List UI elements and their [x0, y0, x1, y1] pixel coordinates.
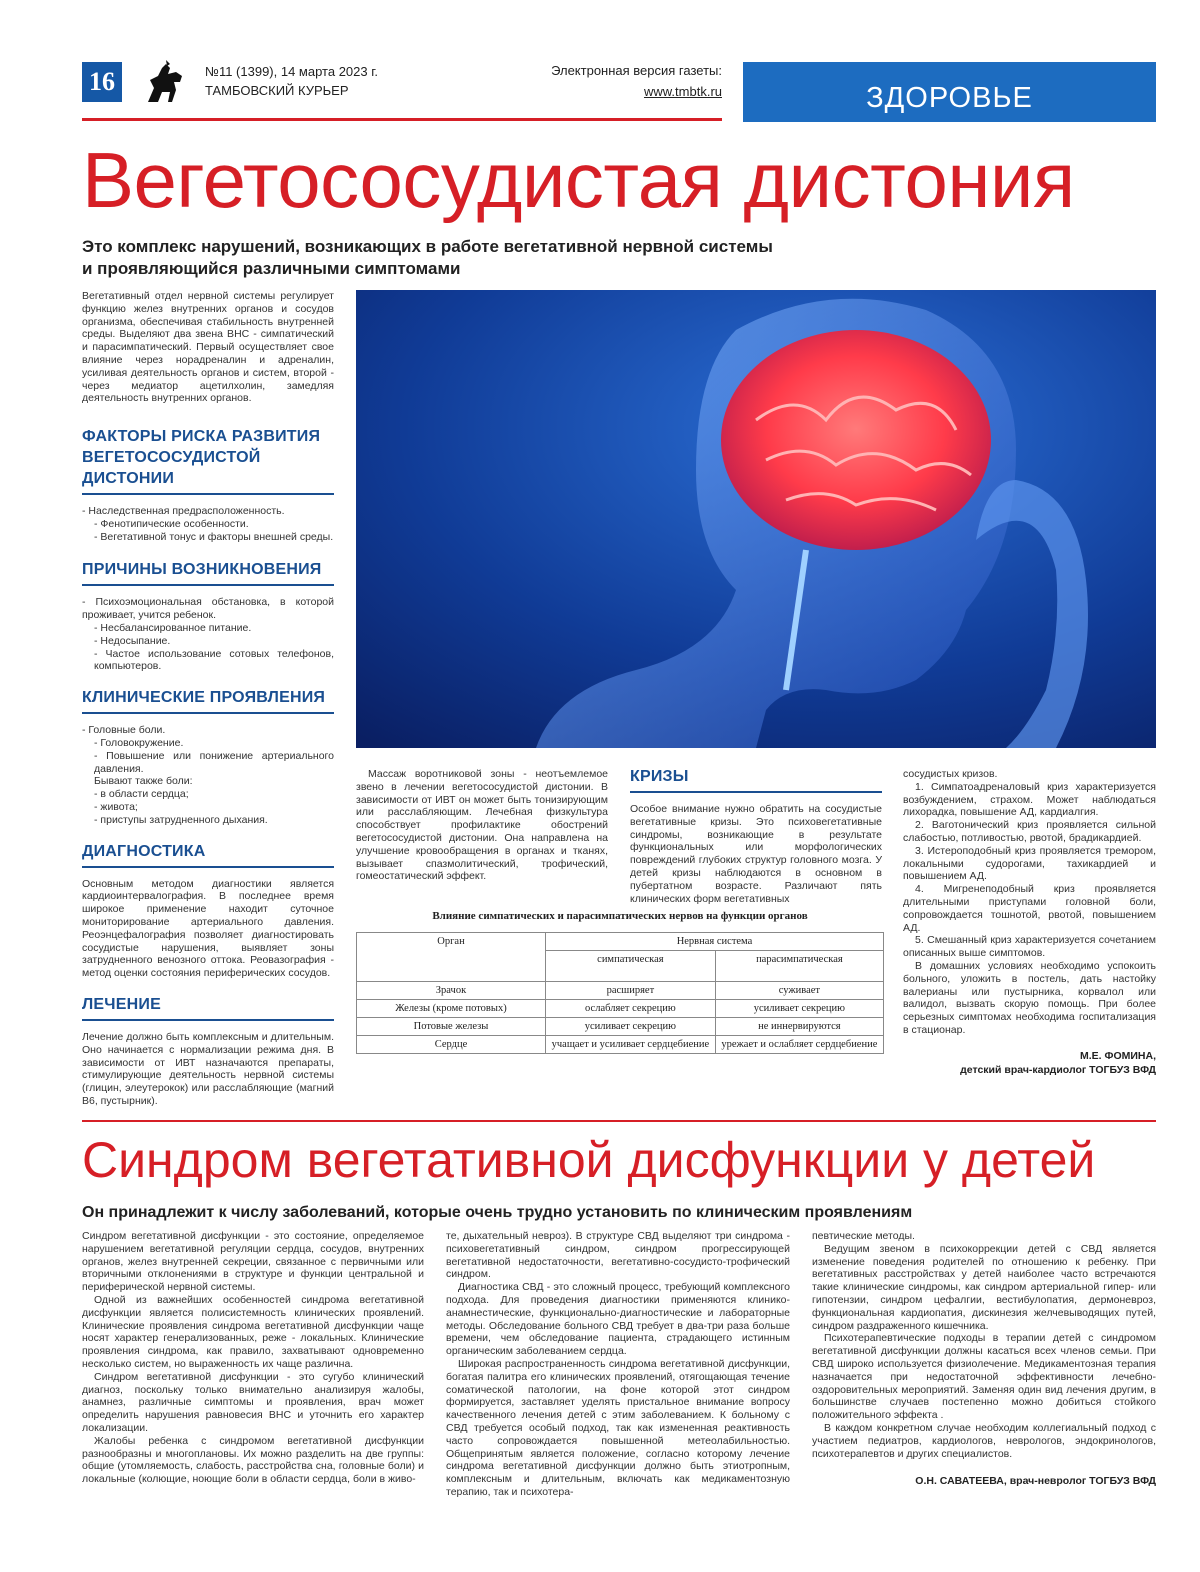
- article1-title: Вегетососудистая дистония: [82, 136, 1075, 224]
- list-item: - Фенотипические особенности.: [94, 517, 249, 530]
- table-cell: усиливает секрецию: [546, 1018, 716, 1036]
- list-item: - приступы затрудненного дыхания.: [94, 813, 268, 826]
- table-cell: Потовые железы: [357, 1018, 546, 1036]
- paragraph: Синдром вегетативной дисфункции - это сугубо клинический диагноз, поскольку только внимательно анализируя жалобы, анамнез, различные симптомы и проявления, врач может определить нарушения равновесия ВНС и уточнить его характер локализации.: [82, 1370, 424, 1434]
- risk-heading-rule: [82, 493, 334, 495]
- treatment-heading: ЛЕЧЕНИЕ: [82, 995, 161, 1013]
- table-cell: Железы (кроме потовых): [357, 1000, 546, 1018]
- list-item: Бывают также боли:: [94, 775, 193, 788]
- paper-name: ТАМБОВСКИЙ КУРЬЕР: [205, 83, 349, 98]
- table-cell: не иннервируются: [715, 1018, 883, 1036]
- article1-lead: [82, 236, 842, 280]
- crisis-paragraph: В домашних условиях необходимо успокоить больного, уложить в постель, дать настойку валерианы или пустырника, корвалол или валидол, вызвать скорую помощь. При более серьезных симптомах необходима госпитализация в стационар.: [903, 959, 1156, 1036]
- paragraph: Ведущим звеном в психокоррекции детей с СВД является изменение поведения родителей по отношению к ребенку. При вегетативных расстройствах у детей наиболее часто встречаются такие клинические синдромы, как синдром артериальной гипер- или гипотензии, синдром цефалгии, вестибулопатия, дермоневроз, функциональная кардиопатия, дискинезия желчевыводящих путей, синдром раздраженного кишечника.: [812, 1242, 1156, 1332]
- article2-author: О.Н. САВАТЕЕВА, врач-невролог ТОГБУЗ ВФД: [915, 1475, 1156, 1488]
- article1-column2: [356, 768, 608, 883]
- paragraph: Синдром вегетативной дисфункции - это состояние, определяемое нарушением вегетативной регуляции сердца, сосудов, внутренних органов, желез внутренней секреции, связанное с первичными или вторичными отклонениями в структуре и функции центральной и периферической нервной системы.: [82, 1230, 424, 1294]
- list-item: - Наследственная предрасположенность.: [82, 505, 285, 517]
- paragraph: Диагностика СВД - это сложный процесс, требующий комплексного подхода. Для проведения диагностики применяются клинико-анамнестические, функционально-диагностические и лабораторные методы. Обследование больного СВД требует в два-три раза больше времени, чем обследование пациента, страдающего истинным органическим заболеванием сердца.: [446, 1281, 790, 1358]
- table-cell: ослабляет секрецию: [546, 1000, 716, 1018]
- header-rule: [82, 118, 722, 121]
- treatment-text: Лечение должно быть комплексным и длительным. Оно начинается с нормализации режима дня. В зависимости от ИВТ назначаются препараты, стимулирующие деятельность нервной системы (глицин, элеутерокок) или расслабляющие (магний В6, пустырник).: [82, 1030, 334, 1107]
- diagnostics-heading: ДИАГНОСТИКА: [82, 842, 206, 860]
- crisis-paragraph: сосудистых кризов.: [903, 768, 998, 780]
- article1-column4: [903, 768, 1156, 1077]
- risk-heading-line1: ФАКТОРЫ РИСКА РАЗВИТИЯ: [82, 428, 321, 445]
- table-header-row: [357, 933, 884, 951]
- article2-column1: [82, 1230, 424, 1486]
- electronic-version: [500, 60, 722, 102]
- issue-number: №11 (1399), 14 марта 2023 г.: [205, 64, 378, 79]
- table-title: Влияние симпатических и парасимпатических нервов на функции органов: [432, 910, 808, 922]
- page-number: 16: [82, 62, 122, 102]
- crisis-paragraph: 4. Мигренеподобный криз проявляется длительными приступами головной боли, сопровождается тошнотой, рвотой, повышением АД.: [903, 883, 1156, 934]
- article2-column3: [812, 1230, 1156, 1488]
- list-item: - Частое использование сотовых телефонов, компьютеров.: [94, 647, 334, 673]
- paragraph: певтические методы.: [812, 1230, 915, 1242]
- causes-heading-rule: [82, 584, 334, 586]
- table-header-para: парасимпатическая: [715, 951, 883, 982]
- article2-lead: Он принадлежит к числу заболеваний, которые очень трудно установить по клиническим проявлениям: [82, 1204, 913, 1221]
- lead-line-2: и проявляющийся различными симптомами: [82, 259, 461, 278]
- list-item: - Головокружение.: [94, 736, 184, 749]
- table-row: [357, 1000, 884, 1018]
- crisis-paragraph: 3. Истероподобный криз проявляется тремором, локальными судорогами, тахикардией и повышением АД.: [903, 844, 1156, 883]
- diagnostics-heading-rule: [82, 866, 334, 868]
- table-cell: Зрачок: [357, 982, 546, 1000]
- table-row: [357, 1036, 884, 1054]
- rubric-label: ЗДОРОВЬЕ: [866, 82, 1033, 114]
- table-cell: урежает и ослабляет сердцебиение: [715, 1036, 883, 1054]
- crisis-heading-rule: [630, 791, 882, 793]
- author-signature: [903, 1049, 1156, 1077]
- table-cell: усиливает секрецию: [715, 1000, 883, 1018]
- issue-info: [205, 62, 378, 100]
- paragraph: Психотерапевтические подходы в терапии детей с синдромом вегетативной дисфункции должны касаться всех членов семьи. При СВД широко используется физиолечение. Медикаментозная терапия назначается при недостаточной эффективности лечебно-оздоровительных мероприятий. Заменяя один вид лечения другим, в большинстве случаев постепенно можно добиться стойкого положительного эффекта .: [812, 1332, 1156, 1422]
- treatment-heading-rule: [82, 1019, 334, 1021]
- table-row: [357, 1018, 884, 1036]
- crisis-paragraph: 1. Симпатоадреналовый криз характеризуется возбуждением, страхом. Может наблюдаться лихорадка, повышение АД, кардиалгия.: [903, 780, 1156, 819]
- crisis-paragraph: 2. Ваготонический криз проявляется сильной слабостью, потливостью, рвотой, брадикардией.: [903, 819, 1156, 844]
- table-cell: суживает: [715, 982, 883, 1000]
- list-item: - в области сердца;: [94, 788, 189, 801]
- risk-heading-line2: ВЕГЕТОСОСУДИСТОЙ ДИСТОНИИ: [82, 449, 261, 487]
- crisis-heading: КРИЗЫ: [630, 768, 689, 785]
- list-item: - Повышение или понижение артериального давления.: [94, 749, 334, 775]
- article1-left-column: [82, 290, 334, 1108]
- list-item: - Вегетативной тонус и факторы внешней среды.: [94, 530, 334, 543]
- risk-heading: [82, 426, 334, 489]
- clinical-heading: КЛИНИЧЕСКИЕ ПРОЯВЛЕНИЯ: [82, 689, 326, 707]
- brain-illustration: [356, 290, 1156, 748]
- brain-illustration-image: [356, 290, 1156, 748]
- author-role: детский врач-кардиолог ТОГБУЗ ВФД: [960, 1063, 1156, 1076]
- massage-text: Массаж воротниковой зоны - неотъемлемое звено в лечении вегетососудистой дистонии. В зависимости от ИВТ он может быть тонизирующим или расслабляющим. Лечебная физкультура способствует профилактике обострений вегетососудистой дистонии. Она направлена на улучшение кровообращения в органах и тканях, вызывает спазмолитический, трофический, гомеостатический эффект.: [356, 768, 608, 883]
- paragraph: Жалобы ребенка с синдромом вегетативной дисфункции разнообразны и многоплановы. Их можно разделить на две группы: общие (утомляемость, слабость, расстройства сна, головные боли) и локальные (колющие, ноющие боли в области сердца, боли в живо-: [82, 1434, 424, 1486]
- rubric-banner: [743, 62, 1156, 122]
- list-item: - живота;: [94, 800, 138, 813]
- paragraph: В каждом конкретном случае необходим коллегиальный подход с участием педиатров, кардиологов, неврологов, эндокринологов, психотерапевтов и других специалистов.: [812, 1421, 1156, 1460]
- organ-influence-table: [356, 910, 884, 1054]
- clinical-heading-rule: [82, 712, 334, 714]
- causes-heading: ПРИЧИНЫ ВОЗНИКНОВЕНИЯ: [82, 561, 322, 579]
- article2-title: Синдром вегетативной дисфункции у детей: [82, 1132, 1096, 1188]
- paragraph: те, дыхательный невроз). В структуре СВД выделяют три синдрома - психовегетативный синдром, синдром прогрессирующей вегетативной недостаточности, вегетативно-сосудисто-трофический синдром.: [446, 1230, 790, 1281]
- electronic-label: Электронная версия газеты:: [551, 63, 722, 78]
- table-cell: расширяет: [546, 982, 716, 1000]
- crisis-text: Особое внимание нужно обратить на сосудистые вегетативные кризы. Это психовегетативные синдромы, возникающие в результате функциональных или морфологических повреждений глубоких структур головного мозга. У детей кризы наблюдаются в основном в пубертатном возрасте. Различают пять клинических форм вегетативных: [630, 803, 882, 905]
- horse-rider-logo-icon: [140, 58, 190, 108]
- table-header-system: Нервная система: [546, 933, 884, 951]
- list-item: - Головные боли.: [82, 724, 166, 737]
- risk-list: [82, 505, 334, 543]
- paragraph: Широкая распространенность синдрома вегетативной дисфункции, богатая палитра его клинических проявлений, отягощающая течение соматической патологии, на фоне которой этот синдром формируется, заставляет уделять пристальное внимание вопросу качественного лечения детей с этим заболеванием. К больному с СВД требуется особый подход, так как измененная реактивность часто сопровождается повышенной метеолабильностью. Общепринятым является положение, согласно которому лечение синдрома вегетативной дисфункции должно быть этиотропным, комплексным и длительным, включать как медикаментозную терапию, так и психотера-: [446, 1357, 790, 1498]
- article2-column2: [446, 1230, 790, 1499]
- table-row: [357, 982, 884, 1000]
- list-item: - Несбалансированное питание.: [94, 621, 252, 634]
- table-header-symp: симпатическая: [546, 951, 716, 982]
- intro-text: Вегетативный отдел нервной системы регулирует функцию желез внутренних органов и сосудов организма, обеспечивая стабильность внутренней среды. Выделяют два звена ВНС - симпатический и парасимпатический. Первый осуществляет свое влияние через норадреналин и адреналин, усиливая деятельность органов и систем, второй - через медиатор ацетилхолин, замедляя деятельность внутренних органов.: [82, 290, 334, 405]
- table-header-organ: Орган: [357, 933, 546, 982]
- crisis-paragraph: 5. Смешанный криз характеризуется сочетанием описанных выше симптомов.: [903, 934, 1156, 960]
- list-item: - Психоэмоциональная обстановка, в которой проживает, учится ребенок.: [82, 596, 334, 622]
- clinical-list: [82, 724, 334, 826]
- causes-list: [82, 596, 334, 673]
- table-cell: Сердце: [357, 1036, 546, 1054]
- article-divider: [82, 1120, 1156, 1122]
- diagnostics-text: Основным методом диагностики является кардиоинтервалография. В последнее время широкое применение находит суточное мониторирование артериального давления. Реоэнцефалография позволяет диагностировать сосудистые нарушения, выявляет зоны затрудненного венозного оттока. Реовазография - метод оценки состояния периферических сосудов.: [82, 877, 334, 980]
- paragraph: Одной из важнейших особенностей синдрома вегетативной дисфункции является полисистемность клинических проявлений. Клинические проявления синдрома вегетативной дисфункции чаще носят характер генерализованных, реже - локальных. Клинические проявления синдрома, как правило, захватывают одновременно несколько систем, но выраженность их чаще различна.: [82, 1293, 424, 1370]
- site-link[interactable]: www.tmbtk.ru: [643, 84, 722, 99]
- table: [356, 932, 884, 1054]
- lead-line-1: Это комплекс нарушений, возникающих в работе вегетативной нервной системы: [82, 237, 773, 256]
- table-cell: учащает и усиливает сердцебиение: [546, 1036, 716, 1054]
- list-item: - Недосыпание.: [94, 634, 171, 647]
- article1-column3: [630, 766, 882, 905]
- author-name: М.Е. ФОМИНА,: [1079, 1049, 1156, 1062]
